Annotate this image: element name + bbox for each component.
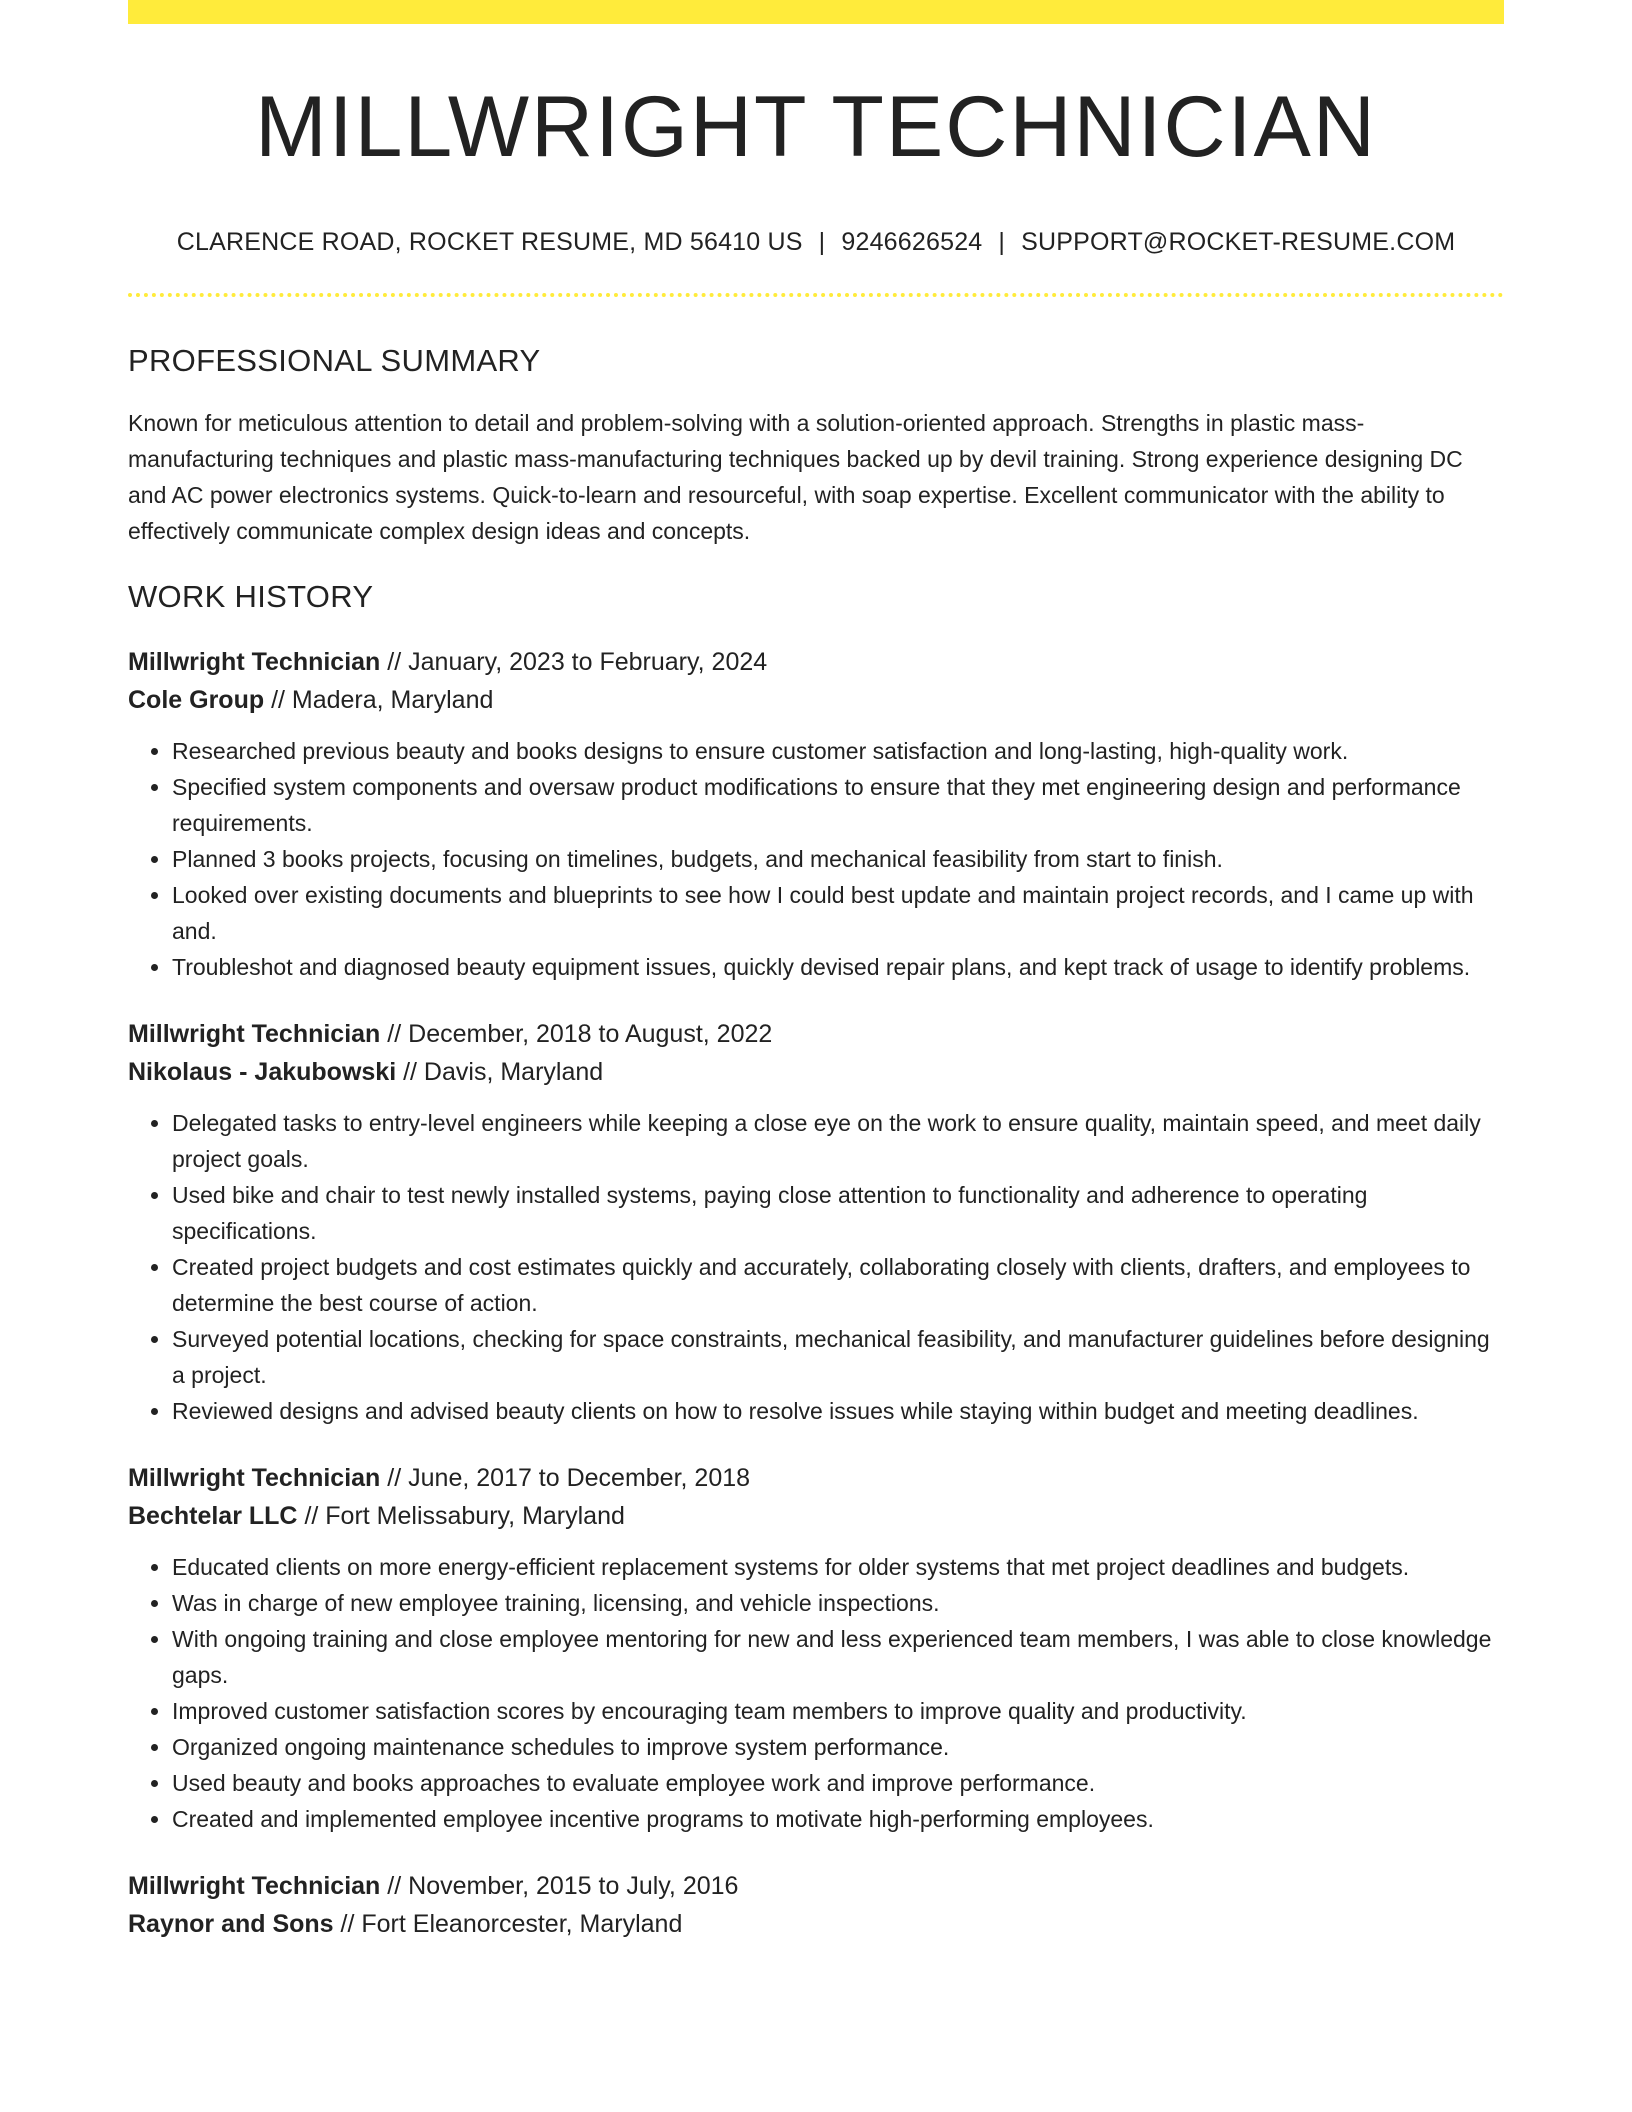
- job-company: Cole Group: [128, 686, 265, 714]
- contact-line: [128, 228, 1504, 257]
- list-item: • Troubleshot and diagnosed beauty equipment issues, quickly devised repair plans, and kept track of usage to identify problems.: [172, 949, 1504, 985]
- list-item: • Used beauty and books approaches to evaluate employee work and improve performance.: [172, 1765, 1504, 1801]
- job-company-line: [128, 681, 1504, 719]
- contact-separator: |: [818, 228, 826, 256]
- job-dates: // June, 2017 to December, 2018: [387, 1464, 751, 1492]
- header-divider: [128, 293, 1504, 297]
- resume-page: [128, 0, 1504, 1943]
- job-title: Millwright Technician: [128, 1872, 381, 1900]
- job-title: Millwright Technician: [128, 1464, 381, 1492]
- job-location: // Fort Melissabury, Maryland: [304, 1502, 625, 1530]
- list-item: • Reviewed designs and advised beauty clients on how to resolve issues while staying within budget and meeting deadlines.: [172, 1393, 1504, 1429]
- job-title-line: [128, 1459, 1504, 1497]
- job-title-line: [128, 643, 1504, 681]
- job-title-line: [128, 1867, 1504, 1905]
- job-title-line: [128, 1015, 1504, 1053]
- list-item: • Was in charge of new employee training, licensing, and vehicle inspections.: [172, 1585, 1504, 1621]
- list-item: • Organized ongoing maintenance schedules to improve system performance.: [172, 1729, 1504, 1765]
- work-history-list: [128, 643, 1504, 1943]
- job-dates: // January, 2023 to February, 2024: [387, 648, 768, 676]
- list-item: • Specified system components and oversaw product modifications to ensure that they met engineering design and performance requirements.: [172, 769, 1504, 841]
- job-company: Nikolaus - Jakubowski: [128, 1058, 397, 1086]
- summary-text: Known for meticulous attention to detail and problem-solving with a solution-oriented approach. Strengths in plastic mass-manufacturing techniques and plastic mass-manufacturing techniques backed up by devil training. Strong experience designing DC and AC power electronics systems. Quick-to-learn and resourceful, with soap expertise. Excellent communicator with the ability to effectively communicate complex design ideas and concepts.: [128, 410, 1463, 544]
- list-item: • Educated clients on more energy-efficient replacement systems for older systems that met project deadlines and budgets.: [172, 1549, 1504, 1585]
- list-item: • Created project budgets and cost estimates quickly and accurately, collaborating closely with clients, drafters, and employees to determine the best course of action.: [172, 1249, 1504, 1321]
- list-item: • Used bike and chair to test newly installed systems, paying close attention to functionality and adherence to operating specifications.: [172, 1177, 1504, 1249]
- list-item: • Surveyed potential locations, checking for space constraints, mechanical feasibility, and manufacturer guidelines before designing a project.: [172, 1321, 1504, 1393]
- contact-separator: |: [998, 228, 1006, 256]
- job-company-line: [128, 1497, 1504, 1535]
- list-item: • Planned 3 books projects, focusing on timelines, budgets, and mechanical feasibility from start to finish.: [172, 841, 1504, 877]
- job-location: // Davis, Maryland: [403, 1058, 604, 1086]
- job-bullets: [128, 1105, 1504, 1429]
- list-item: • Researched previous beauty and books designs to ensure customer satisfaction and long-lasting, high-quality work.: [172, 733, 1504, 769]
- job-location: // Madera, Maryland: [271, 686, 494, 714]
- contact-email: SUPPORT@ROCKET-RESUME.COM: [1021, 228, 1456, 256]
- job-entry: [128, 1459, 1504, 1837]
- job-bullets: [128, 733, 1504, 985]
- job-entry: [128, 1015, 1504, 1429]
- job-bullets: [128, 1549, 1504, 1837]
- job-company-line: [128, 1053, 1504, 1091]
- list-item: • Looked over existing documents and blueprints to see how I could best update and maintain project records, and I came up with and.: [172, 877, 1504, 949]
- job-title: Millwright Technician: [128, 648, 381, 676]
- list-item: • With ongoing training and close employee mentoring for new and less experienced team members, I was able to close knowledge gaps.: [172, 1621, 1504, 1693]
- summary-heading: PROFESSIONAL SUMMARY: [128, 343, 541, 378]
- work-history-heading: WORK HISTORY: [128, 579, 374, 614]
- job-company-line: [128, 1905, 1504, 1943]
- job-location: // Fort Eleanorcester, Maryland: [340, 1910, 683, 1938]
- job-company: Raynor and Sons: [128, 1910, 334, 1938]
- top-accent-bar: [128, 0, 1504, 24]
- job-company: Bechtelar LLC: [128, 1502, 298, 1530]
- list-item: • Delegated tasks to entry-level engineers while keeping a close eye on the work to ensure quality, maintain speed, and meet daily project goals.: [172, 1105, 1504, 1177]
- list-item: • Created and implemented employee incentive programs to motivate high-performing employees.: [172, 1801, 1504, 1837]
- list-item: • Improved customer satisfaction scores by encouraging team members to improve quality and productivity.: [172, 1693, 1504, 1729]
- job-dates: // December, 2018 to August, 2022: [387, 1020, 773, 1048]
- job-dates: // November, 2015 to July, 2016: [387, 1872, 739, 1900]
- job-entry: [128, 1867, 1504, 1943]
- contact-phone: 9246626524: [841, 228, 983, 256]
- job-title: Millwright Technician: [128, 1020, 381, 1048]
- contact-address: CLARENCE ROAD, ROCKET RESUME, MD 56410 US: [176, 228, 803, 256]
- resume-name: MILLWRIGHT TECHNICIAN: [255, 79, 1377, 175]
- job-entry: [128, 643, 1504, 985]
